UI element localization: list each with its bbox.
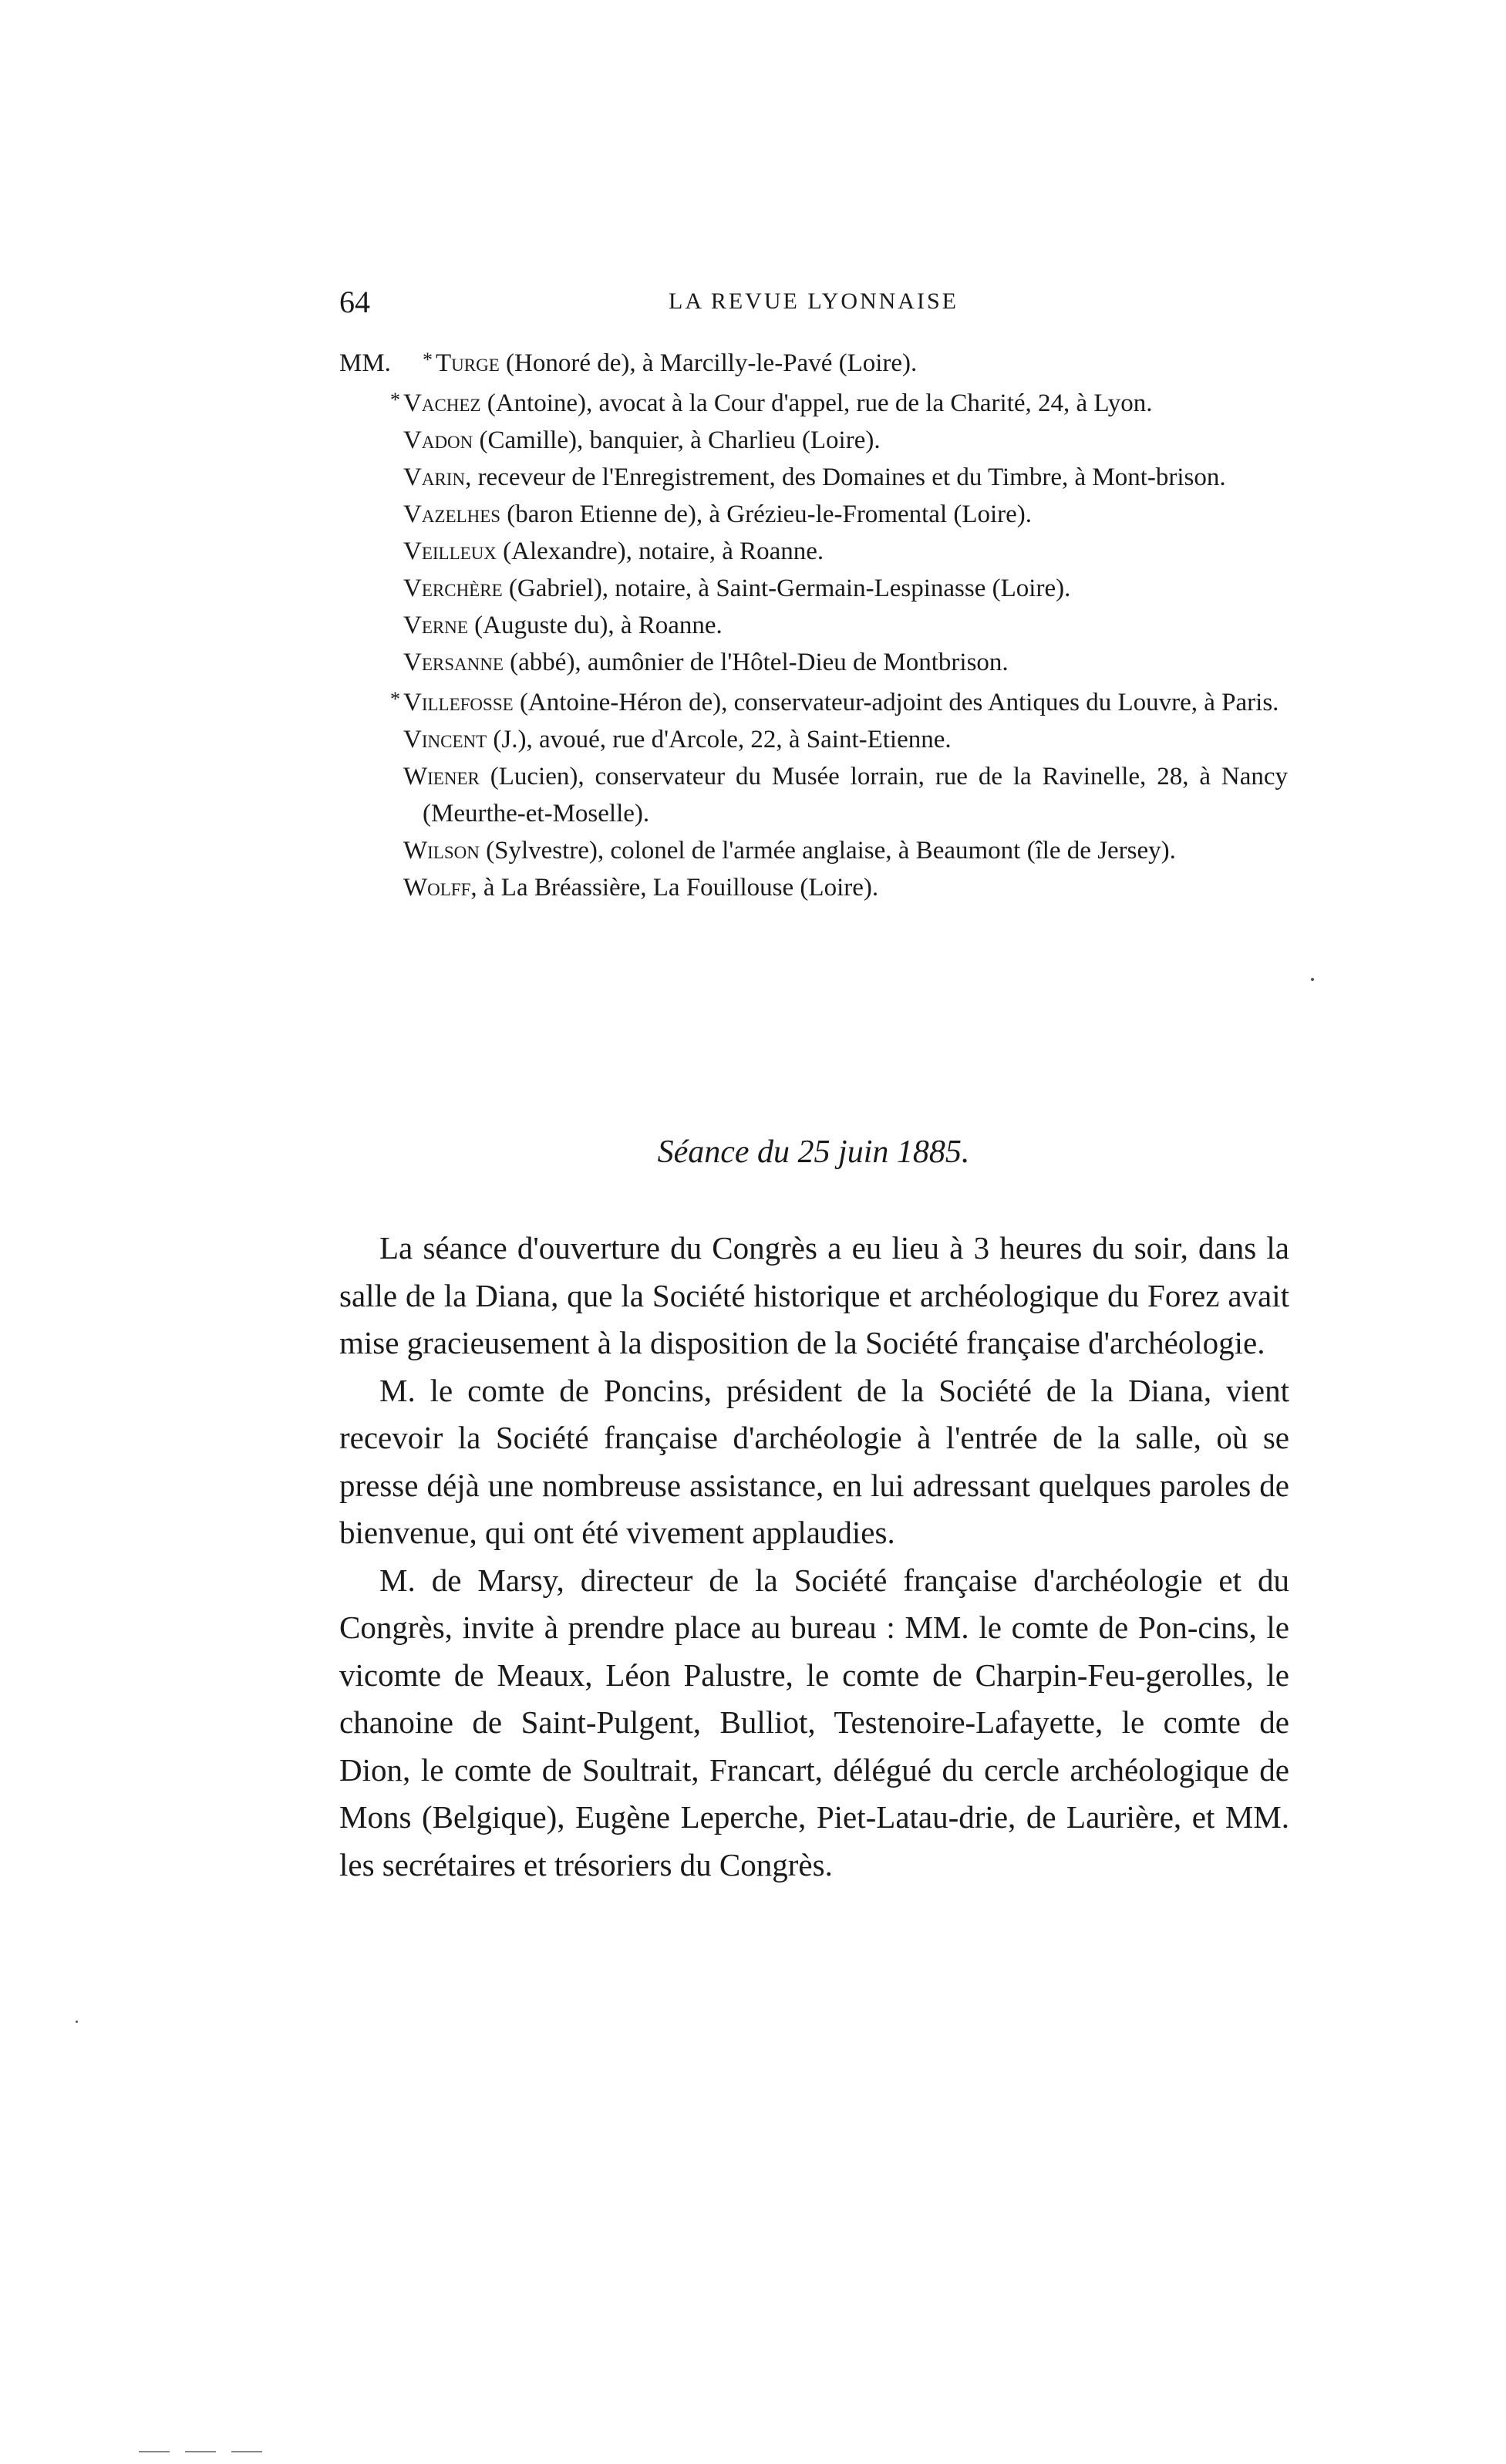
body-text: [339, 1225, 1289, 1889]
member-entry: [339, 422, 1288, 459]
member-details: (Alexandre), notaire, à Roanne.: [496, 538, 824, 565]
member-name: Versanne: [403, 649, 504, 676]
member-entry: [339, 869, 1288, 906]
member-entry: [339, 644, 1288, 681]
member-name: Verne: [403, 612, 468, 639]
star-marker: *: [390, 688, 400, 710]
member-name: Wiener: [403, 763, 480, 790]
member-entry: [339, 832, 1288, 869]
member-name: Vincent: [403, 726, 487, 753]
member-entry: [339, 681, 1288, 721]
member-details: (J.), avoué, rue d'Arcole, 22, à Saint-Etienne.: [487, 726, 952, 753]
paragraph: La séance d'ouverture du Congrès a eu lieu à 3 heures du soir, dans la salle de la Diana, que la Société historique et archéologique du Forez avait mise gracieusement à la disposition de la Société française d'archéologie.: [339, 1230, 1289, 1360]
member-entry: [339, 382, 1288, 422]
member-entry: [339, 496, 1288, 533]
member-details: (baron Etienne de), à Grézieu-le-Fromental (Loire).: [500, 501, 1033, 528]
member-details: (Sylvestre), colonel de l'armée anglaise, à Beaumont (île de Jersey).: [479, 837, 1176, 865]
member-name: Wilson: [403, 837, 480, 865]
member-name: Villefosse: [403, 689, 514, 716]
member-details: (Antoine), avocat à la Cour d'appel, rue de la Charité, 24, à Lyon.: [480, 389, 1153, 417]
star-marker: *: [390, 389, 400, 411]
member-entry: [339, 607, 1288, 644]
member-entry: [339, 342, 1288, 382]
ink-speck: [76, 2021, 78, 2023]
member-name: Varin: [403, 463, 466, 491]
member-name: Vachez: [403, 389, 481, 417]
member-details: (Antoine-Héron de), conservateur-adjoint des Antiques du Louvre, à Paris.: [513, 689, 1279, 716]
member-details: (Auguste du), à Roanne.: [467, 612, 723, 639]
member-details: (Lucien), conservateur du Musée lorrain, rue de la Ravinelle, 28, à Nancy (Meurthe-et-Moselle).: [423, 763, 1288, 828]
member-details: (Honoré de), à Marcilly-le-Pavé (Loire).: [499, 349, 918, 377]
session-heading: Séance du 25 juin 1885.: [657, 1134, 970, 1170]
paragraph: M. le comte de Poncins, président de la Société de la Diana, vient recevoir la Société française d'archéologie à l'entrée de la salle, où se presse déjà une nombreuse assistance, en lui adressant quelques paroles de bienvenue, qui ont été vivement applaudies.: [339, 1372, 1289, 1550]
member-entry: [339, 758, 1288, 832]
member-entry: [339, 533, 1288, 570]
scan-edge-mark: [139, 2451, 278, 2452]
page-number: 64: [339, 285, 370, 319]
member-entry: [339, 570, 1288, 607]
journal-title: LA REVUE LYONNAISE: [669, 288, 959, 314]
member-details: (Camille), banquier, à Charlieu (Loire).: [473, 426, 881, 454]
ink-speck: [1311, 978, 1314, 981]
member-name: Wolff: [403, 874, 471, 902]
star-marker: *: [423, 349, 433, 371]
member-name: Veilleux: [403, 538, 497, 565]
mm-prefix: MM.: [339, 349, 391, 377]
member-details: , à La Bréassière, La Fouillouse (Loire).: [470, 874, 879, 902]
member-entry: [339, 459, 1288, 496]
member-name: Vadon: [403, 426, 473, 454]
member-name: Verchère: [403, 575, 503, 602]
member-list: [339, 342, 1288, 906]
member-details: (abbé), aumônier de l'Hôtel-Dieu de Montbrison.: [503, 649, 1009, 676]
member-entry: [339, 721, 1288, 758]
running-head: [339, 284, 1288, 322]
paragraph: M. de Marsy, directeur de la Société française d'archéologie et du Congrès, invite à prendre place au bureau : MM. le comte de Pon-cins, le vicomte de Meaux, Léon Palustre, le comte de Charpin-Feu-gerolles, le chanoine de Saint-Pulgent, Bulliot, Testenoire-Lafayette, le comte de Dion, le comte de Soultrait, Francart, délégué du cercle archéologique de Mons (Belgique), Eugène Leperche, Piet-Latau-drie, de Laurière, et MM. les secrétaires et trésoriers du Congrès.: [339, 1562, 1289, 1883]
member-details: , receveur de l'Enregistrement, des Domaines et du Timbre, à Mont-brison.: [465, 463, 1226, 491]
member-name: Vazelhes: [403, 501, 501, 528]
member-details: (Gabriel), notaire, à Saint-Germain-Lespinasse (Loire).: [502, 575, 1071, 602]
member-name: Turge: [436, 349, 500, 377]
